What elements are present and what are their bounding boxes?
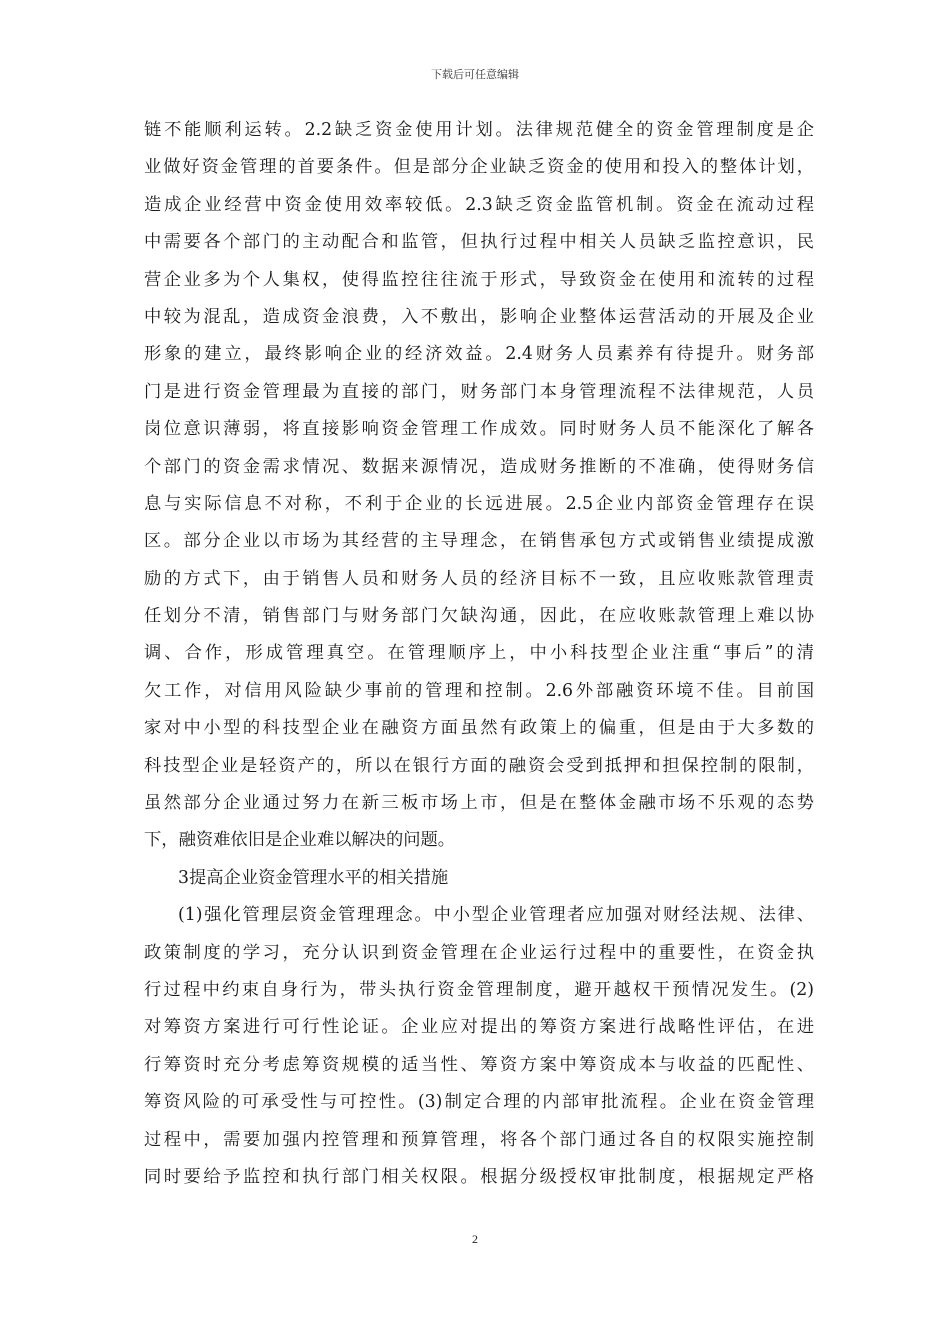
text-line: 筹资风险的可承受性与可控性。(3)制定合理的内部审批流程。企业在资金管理 xyxy=(144,1092,814,1113)
text-line: 过程中，需要加强内控管理和预算管理，将各个部门通过各自的权限实施控制 xyxy=(144,1129,814,1150)
text-line: 个部门的资金需求情况、数据来源情况，造成财务推断的不准确，使得财务信 xyxy=(144,456,814,477)
text-line: 岗位意识薄弱，将直接影响资金管理工作成效。同时财务人员不能深化了解各 xyxy=(144,419,814,440)
text-line: 造成企业经营中资金使用效率较低。2.3缺乏资金监管机制。资金在流动过程 xyxy=(144,194,814,215)
paragraph xyxy=(144,112,814,860)
text-line: 中需要各个部门的主动配合和监管，但执行过程中相关人员缺乏监控意识，民 xyxy=(144,232,814,253)
text-line: 区。部分企业以市场为其经营的主导理念，在销售承包方式或销售业绩提成激 xyxy=(144,531,814,552)
document-body xyxy=(144,112,814,1196)
text-line: 形象的建立，最终影响企业的经济效益。2.4财务人员素养有待提升。财务部 xyxy=(144,344,814,365)
page-header: 下载后可任意编辑 xyxy=(431,68,519,81)
text-line: 任划分不清，销售部门与财务部门欠缺沟通，因此，在应收账款管理上难以协 xyxy=(144,606,814,627)
page-number: 2 xyxy=(472,1232,478,1246)
text-line: 行筹资时充分考虑筹资规模的适当性、筹资方案中筹资成本与收益的匹配性、 xyxy=(144,1054,814,1075)
text-line: 营企业多为个人集权，使得监控往往流于形式，导致资金在使用和流转的过程 xyxy=(144,269,814,290)
text-line: 下，融资难依旧是企业难以解决的问题。 xyxy=(144,830,456,851)
text-line: 对筹资方案进行可行性论证。企业应对提出的筹资方案进行战略性评估，在进 xyxy=(144,1017,814,1038)
text-line: 行过程中约束自身行为，带头执行资金管理制度，避开越权干预情况发生。(2) xyxy=(144,979,814,1000)
text-line: 励的方式下，由于销售人员和财务人员的经济目标不一致，且应收账款管理责 xyxy=(144,568,814,589)
text-line: 科技型企业是轻资产的，所以在银行方面的融资会受到抵押和担保控制的限制， xyxy=(144,755,814,776)
text-line: 虽然部分企业通过努力在新三板市场上市，但是在整体金融市场不乐观的态势 xyxy=(144,793,814,814)
text-line: (1)强化管理层资金管理理念。中小型企业管理者应加强对财经法规、法律、 xyxy=(178,905,814,926)
text-line: 政策制度的学习，充分认识到资金管理在企业运行过程中的重要性，在资金执 xyxy=(144,942,814,963)
section-heading: 3提高企业资金管理水平的相关措施 xyxy=(178,867,449,888)
paragraph xyxy=(144,897,814,1196)
text-line: 调、合作，形成管理真空。在管理顺序上，中小科技型企业注重“事后”的清 xyxy=(144,643,814,664)
text-line: 门是进行资金管理最为直接的部门，财务部门本身管理流程不法律规范，人员 xyxy=(144,381,814,402)
text-line: 欠工作，对信用风险缺少事前的管理和控制。2.6外部融资环境不佳。目前国 xyxy=(144,680,814,701)
text-line: 家对中小型的科技型企业在融资方面虽然有政策上的偏重，但是由于大多数的 xyxy=(144,718,814,739)
text-line: 链不能顺利运转。2.2缺乏资金使用计划。法律规范健全的资金管理制度是企 xyxy=(144,120,814,140)
text-line: 同时要给予监控和执行部门相关权限。根据分级授权审批制度，根据规定严格 xyxy=(144,1166,814,1187)
text-line: 中较为混乱，造成资金浪费，入不敷出，影响企业整体运营活动的开展及企业 xyxy=(144,306,814,327)
text-line: 息与实际信息不对称，不利于企业的长远进展。2.5企业内部资金管理存在误 xyxy=(144,493,814,514)
text-line: 业做好资金管理的首要条件。但是部分企业缺乏资金的使用和投入的整体计划， xyxy=(144,157,814,178)
